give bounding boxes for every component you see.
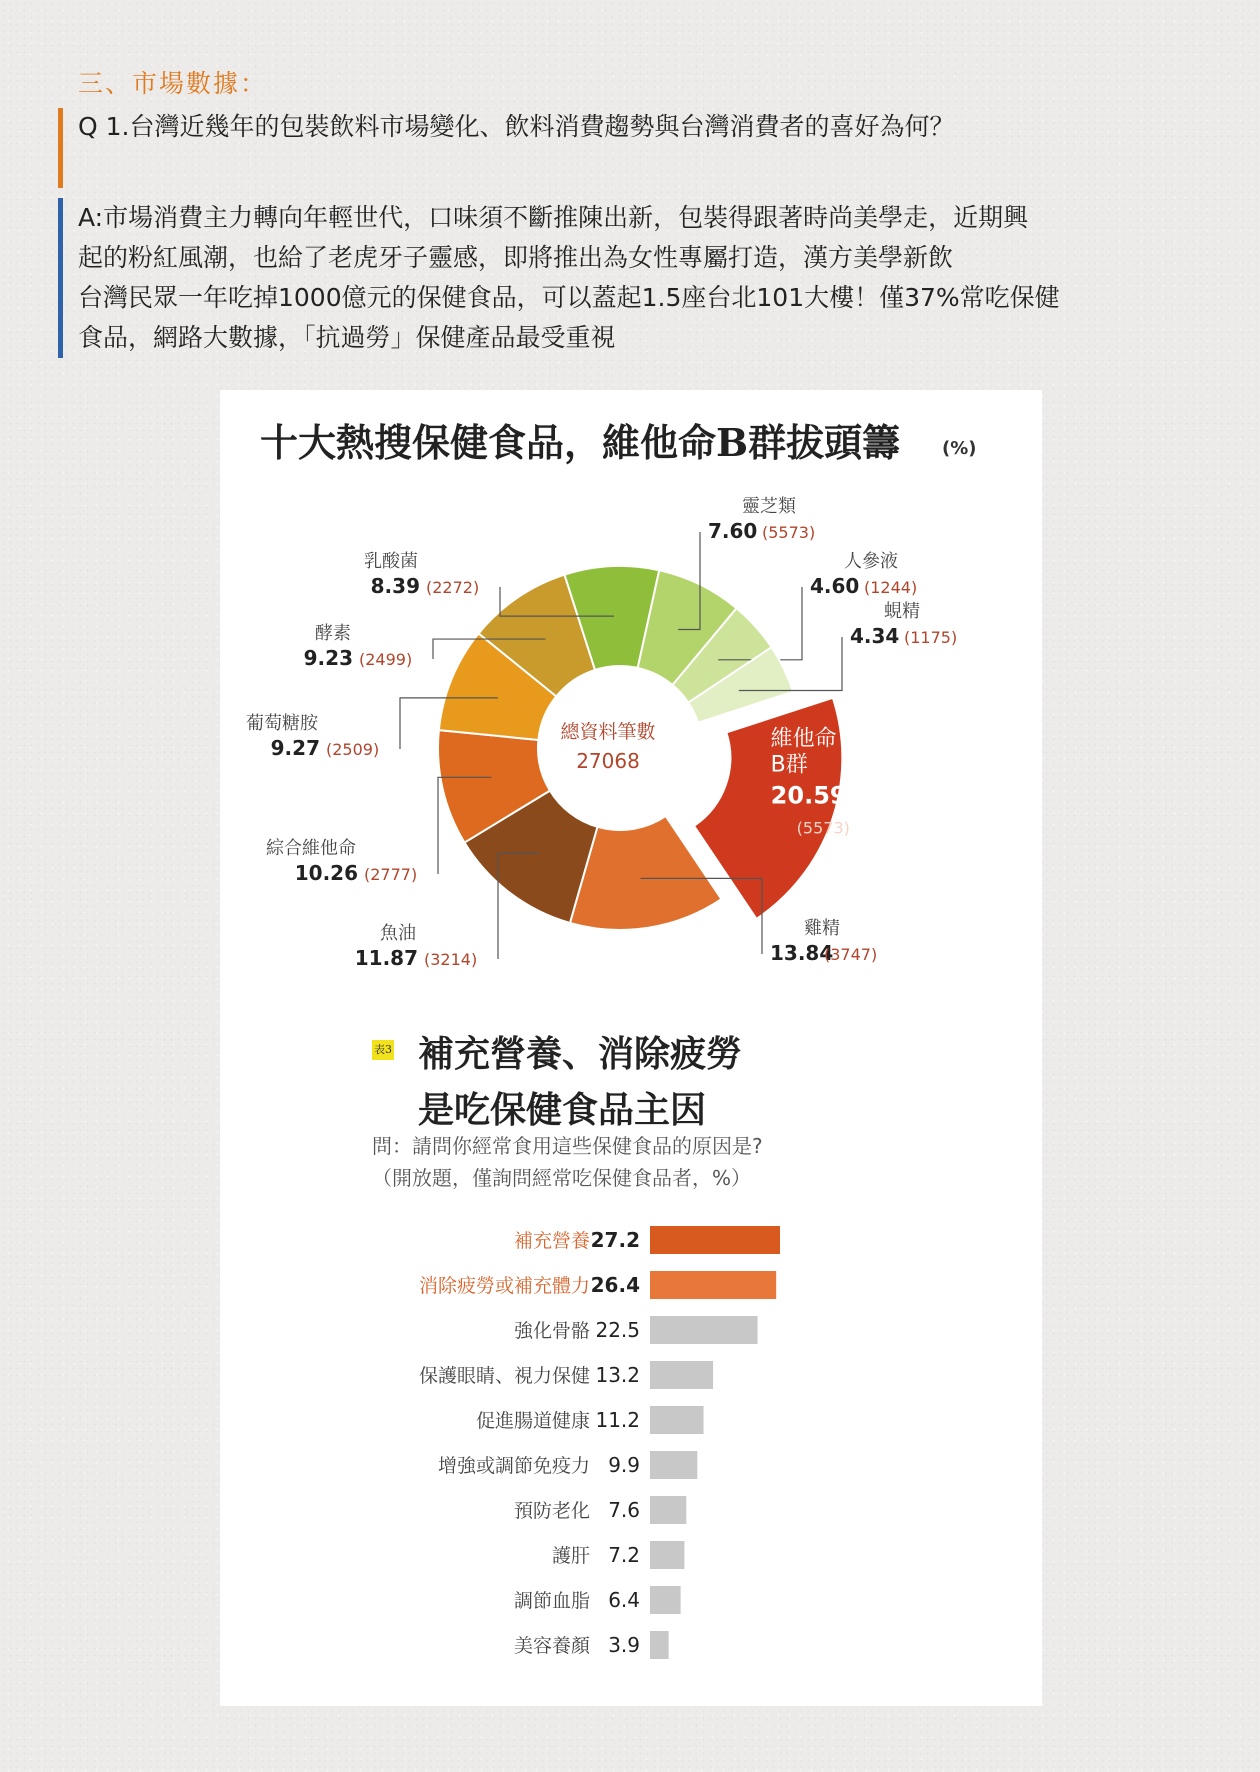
bar-value-label: 3.9 <box>608 1633 640 1657</box>
bar-value-label: 22.5 <box>595 1318 640 1342</box>
bar-value-label: 26.4 <box>590 1273 640 1297</box>
pie-chart-title: 十大熱搜保健食品，維他命B群拔頭籌 <box>260 420 901 465</box>
answer-line: A:市場消費主力轉向年輕世代，口味須不斷推陳出新，包裝得跟著時尚美學走，近期興 <box>78 203 1029 232</box>
bar <box>650 1361 713 1389</box>
bar-category-label: 增強或調節免疫力 <box>437 1455 590 1477</box>
pie-slice-label: 維他命 <box>770 726 837 752</box>
pie-slice-count: (5573) <box>796 818 850 838</box>
question-text: Q 1.台灣近幾年的包裝飲料市場變化、飲料消費趨勢與台灣消費者的喜好為何？ <box>78 112 955 141</box>
pie-center-value: 27068 <box>576 749 640 773</box>
bar-chart-title-line: 補充營養、消除疲勞 <box>418 1033 743 1075</box>
bar-value-label: 11.2 <box>595 1408 640 1432</box>
bar-chart-subtitle <box>372 1130 763 1194</box>
pie-slice-count: (2272) <box>426 578 480 597</box>
pie-slice-label: 靈芝類 <box>742 496 796 517</box>
bar-category-label: 護肝 <box>551 1545 590 1567</box>
bar-chart-title <box>418 1026 742 1138</box>
infographic-panel <box>220 390 1042 1706</box>
pie-slice-count: (2777) <box>364 865 418 884</box>
pie-slice-label: 人參液 <box>844 551 898 572</box>
bar <box>650 1226 780 1254</box>
bar-value-label: 6.4 <box>608 1588 640 1612</box>
pie-slice-count: (1175) <box>904 628 958 647</box>
bar-chart-subtitle-line: （開放題，僅詢問經常吃保健食品者，%） <box>372 1166 752 1190</box>
pie-slice-count: (1244) <box>864 578 918 597</box>
bar <box>650 1541 684 1569</box>
section-title: 三、市場數據： <box>78 69 268 98</box>
pie-slice-count: (5573) <box>762 523 816 542</box>
pie-slice-label: B群 <box>770 752 808 778</box>
bar-category-label: 保護眼睛、視力保健 <box>418 1365 590 1387</box>
pie-slice-label: 綜合維他命 <box>266 838 356 859</box>
bar-chart-subtitle-line: 問：請問你經常食用這些保健食品的原因是? <box>372 1134 763 1158</box>
bar-category-label: 消除疲勞或補充體力 <box>418 1275 590 1297</box>
pie-slice-value: 11.87 <box>354 946 418 970</box>
pie-slice-value: 8.39 <box>370 574 420 598</box>
pie-slice-label: 葡萄糖胺 <box>246 713 318 734</box>
pie-slice-value: 4.34 <box>850 624 900 648</box>
pie-slice-count: (2499) <box>359 650 413 669</box>
answer-line: 台灣民眾一年吃掉1000億元的保健食品，可以蓋起1.5座台北101大樓！僅37%常吃保健 <box>78 283 1060 312</box>
pie-slice-count: (2509) <box>326 740 380 759</box>
pie-slice-value: 9.27 <box>270 736 320 760</box>
bar-category-label: 促進腸道健康 <box>475 1410 590 1432</box>
pie-slice-value: 9.23 <box>303 646 353 670</box>
bar-category-label: 補充營養 <box>513 1230 590 1252</box>
pie-slice-label: 乳酸菌 <box>364 551 418 572</box>
pie-slice-count: (3214) <box>424 950 478 969</box>
bar-category-label: 預防老化 <box>513 1500 590 1522</box>
question-accent-bar <box>58 108 63 188</box>
pie-slice-label: 酵素 <box>315 623 351 644</box>
answer-accent-bar <box>58 198 63 358</box>
bar-chart-title-line: 是吃保健食品主因 <box>418 1089 707 1131</box>
bar-category-label: 美容養顏 <box>513 1635 590 1657</box>
pie-center-label: 總資料筆數 <box>560 721 656 743</box>
pie-slice-value: 13.84 <box>770 941 834 965</box>
pie-slice-label: 雞精 <box>804 918 840 939</box>
pie-slice-value: 20.59 <box>770 781 847 810</box>
pie-slice-value: 4.60 <box>810 574 860 598</box>
bar-category-label: 強化骨骼 <box>513 1320 590 1342</box>
pie-slice-value: 10.26 <box>294 861 358 885</box>
table-badge: 表3 <box>372 1040 394 1060</box>
bar-value-label: 13.2 <box>595 1363 640 1387</box>
answer-text <box>78 198 1060 358</box>
pie-slice-value: 7.60 <box>708 519 758 543</box>
bar-value-label: 7.2 <box>608 1543 640 1567</box>
bar <box>650 1586 681 1614</box>
bar-value-label: 27.2 <box>590 1228 640 1252</box>
bar <box>650 1316 758 1344</box>
bar-value-label: 7.6 <box>608 1498 640 1522</box>
bar <box>650 1406 704 1434</box>
pie-slice-label: 蜆精 <box>884 601 920 622</box>
answer-line: 起的粉紅風潮，也給了老虎牙子靈感，即將推出為女性專屬打造，漢方美學新飲 <box>78 243 954 272</box>
bar <box>650 1631 669 1659</box>
answer-line: 食品，網路大數據，「抗過勞」保健產品最受重視 <box>78 323 616 352</box>
bar <box>650 1271 776 1299</box>
bar <box>650 1496 686 1524</box>
bar-value-label: 9.9 <box>608 1453 640 1477</box>
pie-chart-unit: (%) <box>942 438 977 459</box>
bar-category-label: 調節血脂 <box>513 1590 590 1612</box>
pie-slice-count: (3747) <box>824 945 878 964</box>
bar <box>650 1451 697 1479</box>
pie-slice-label: 魚油 <box>380 923 416 944</box>
